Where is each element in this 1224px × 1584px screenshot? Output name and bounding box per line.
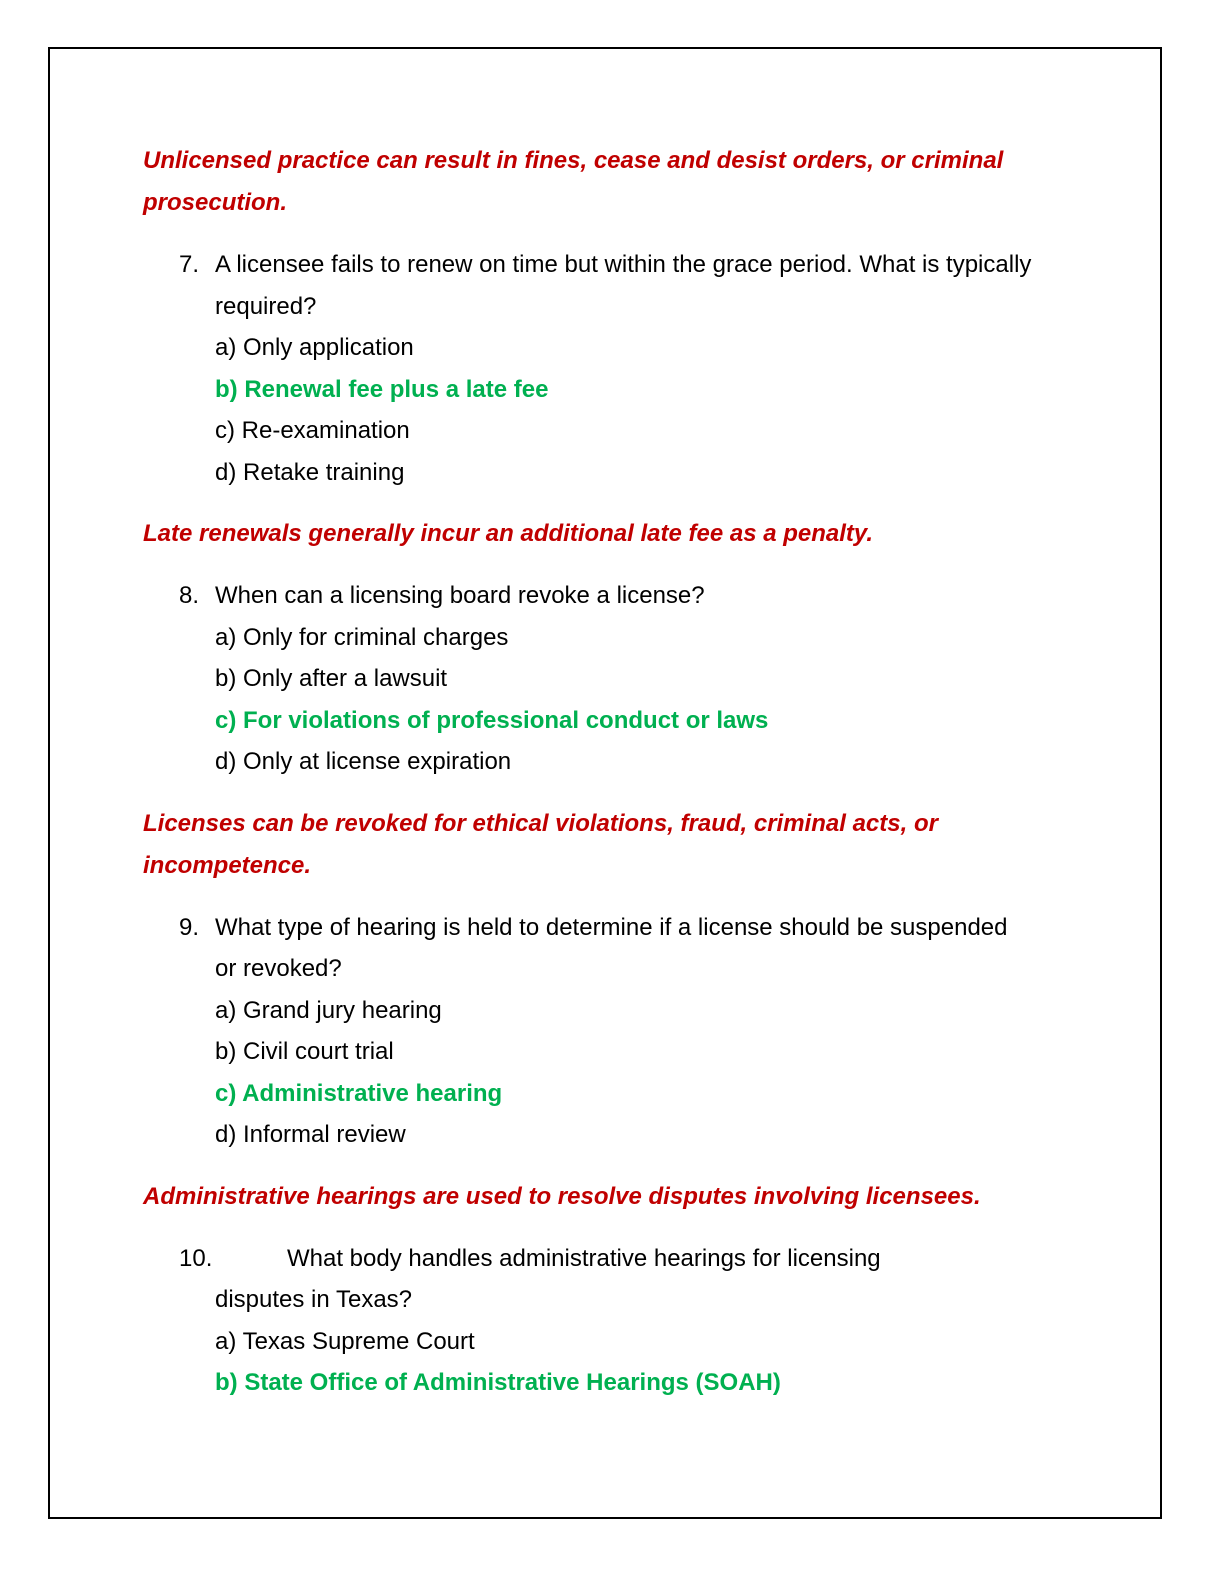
option-b: b) Only after a lawsuit xyxy=(215,665,448,692)
option-d: d) Only at license expiration xyxy=(215,748,512,775)
option-a: a) Only application xyxy=(215,334,414,361)
question-8 xyxy=(143,575,1083,617)
option-d: d) Retake training xyxy=(215,458,405,486)
question-text-line2: disputes in Texas? xyxy=(215,1286,413,1313)
explanation-note: Licenses can be revoked for ethical violations, fraud, criminal acts, or incompetence. xyxy=(143,809,938,879)
explanation-note: Late renewals generally incur an additional late fee as a penalty. xyxy=(143,520,874,547)
option-d: d) Informal review xyxy=(215,1121,406,1148)
option-c: c) Re-examination xyxy=(215,417,410,444)
question-number: 8. xyxy=(179,582,200,609)
explanation-note: Unlicensed practice can result in fines, cease and desist orders, or criminal prosecution. xyxy=(143,147,1004,216)
question-number: 9. xyxy=(179,913,200,941)
document-content xyxy=(143,140,1083,1404)
question-7 xyxy=(143,244,1083,327)
question-text-line1: What body handles administrative hearings for licensing xyxy=(287,1244,881,1272)
option-b: b) Civil court trial xyxy=(215,1038,394,1065)
question-text: What type of hearing is held to determine if a license should be suspended or revoked? xyxy=(215,913,1008,982)
question-number: 7. xyxy=(179,251,200,278)
explanation-note: Administrative hearings are used to resolve disputes involving licensees. xyxy=(143,1182,981,1210)
option-b-correct: b) Renewal fee plus a late fee xyxy=(215,375,549,403)
option-a: a) Grand jury hearing xyxy=(215,996,442,1024)
question-text: When can a licensing board revoke a license? xyxy=(215,582,705,609)
question-10 xyxy=(143,1238,1083,1321)
option-a: a) Only for criminal charges xyxy=(215,623,509,651)
question-number: 10. xyxy=(179,1244,213,1272)
question-9 xyxy=(143,907,1083,990)
question-text: A licensee fails to renew on time but within the grace period. What is typically required? xyxy=(215,251,1032,320)
option-a: a) Texas Supreme Court xyxy=(215,1327,475,1355)
option-c-correct: c) Administrative hearing xyxy=(215,1079,503,1107)
option-b-correct: b) State Office of Administrative Hearings (SOAH) xyxy=(215,1369,781,1396)
option-c-correct: c) For violations of professional conduct or laws xyxy=(215,706,769,734)
